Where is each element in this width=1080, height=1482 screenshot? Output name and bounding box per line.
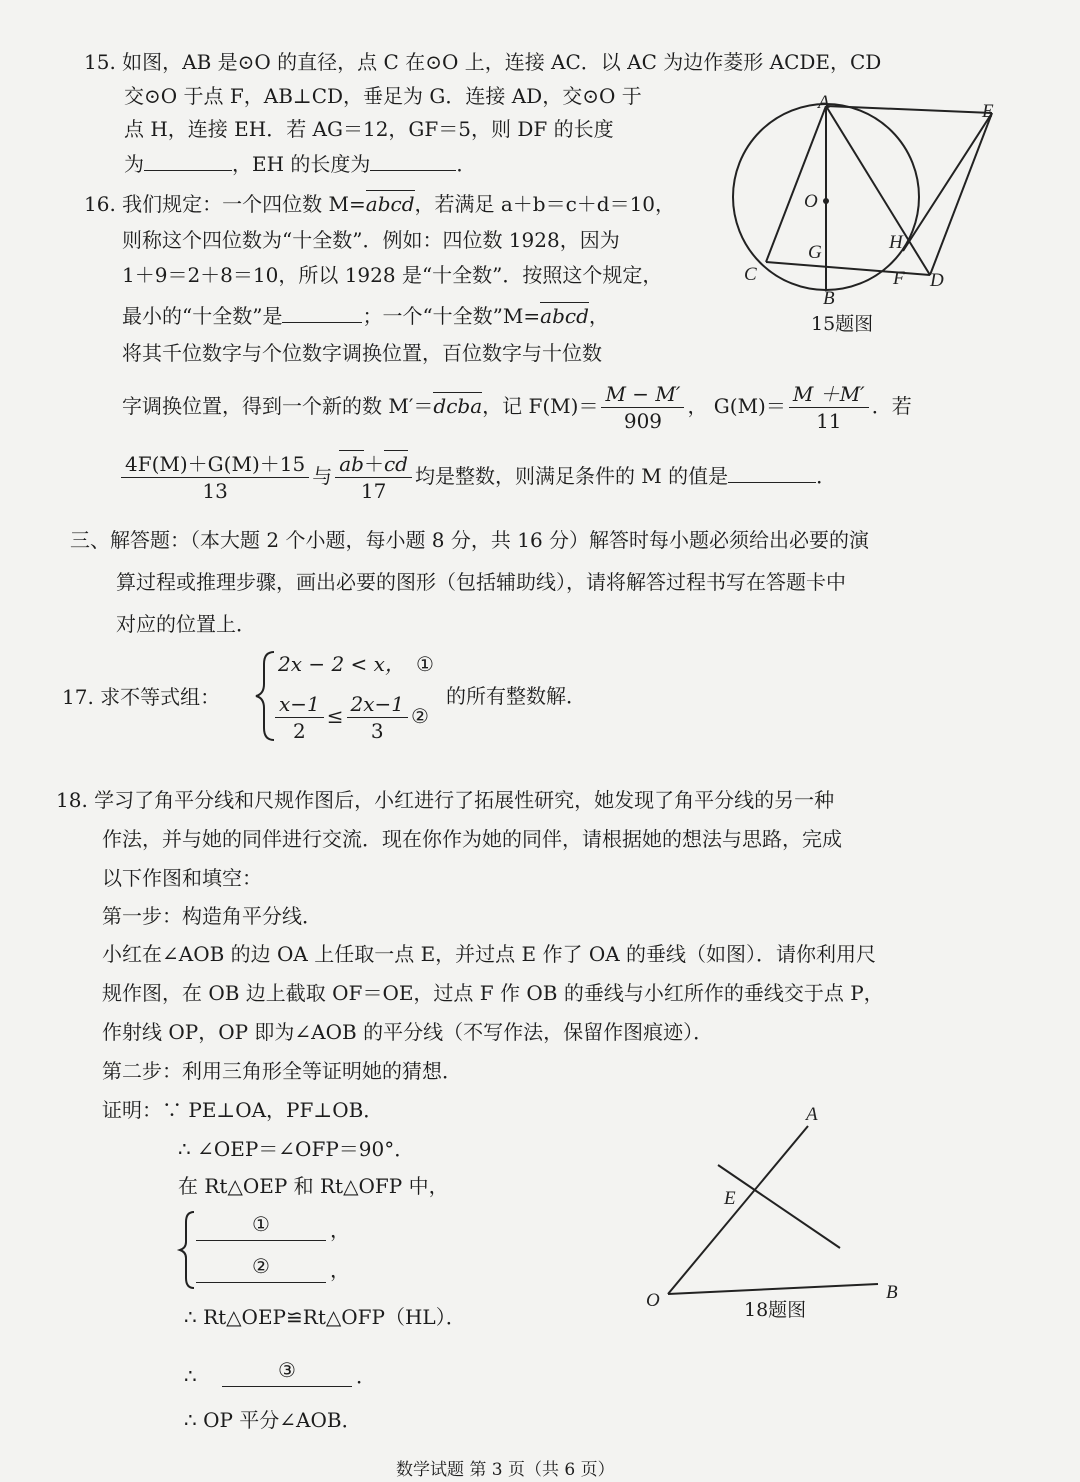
q17-frac-2-den: 3 [370, 719, 384, 743]
q15-line2: 交⊙O 于点 F，AB⊥CD，垂足为 G．连接 AD，交⊙O 于 [124, 84, 642, 108]
q18-line2: 作法，并与她的同伴进行交流．现在你作为她的同伴，请根据她的想法与思路，完成 [102, 827, 842, 851]
q18-proof-line2: ∴ ∠OEP＝∠OFP＝90°． [178, 1137, 415, 1161]
q15-label-e: E [982, 101, 994, 122]
q18-blank-1-comma: ， [330, 1218, 350, 1242]
q16-overline-abcd-2: abcd [540, 304, 589, 328]
q16-line4-mid: ；一个“十全数”M= [362, 304, 541, 328]
q16-with: 与 [312, 464, 333, 488]
q18-line1: 18. 学习了角平分线和尺规作图后，小红进行了拓展性研究，她发现了角平分线的另一种 [56, 788, 835, 812]
q18-ray-oa [668, 1126, 808, 1294]
q16-line1-pre: 16. 我们规定：一个四位数 M= [84, 192, 366, 216]
q16-line5: 将其千位数字与个位数字调换位置，百位数字与十位数 [122, 341, 602, 365]
q18-proof-line1: 证明：∵ PE⊥OA，PF⊥OB． [102, 1098, 384, 1122]
q16-line1-post: ，若满足 a＋b＝c＋d＝10， [414, 192, 676, 216]
q15-label-d: D [930, 270, 944, 291]
q18-step1: 第一步：构造角平分线． [102, 904, 322, 928]
q16-frac-1-num: 4F(M)＋G(M)＋15 [121, 451, 309, 478]
q18-p3: 作射线 OP，OP 即为∠AOB 的平分线（不写作法，保留作图痕迹）． [102, 1020, 714, 1044]
q16-line7-end: ． [816, 464, 837, 488]
q15-label-h: H [889, 232, 903, 253]
q18-blank-3-marker: ③ [278, 1358, 296, 1382]
q15-label-a: A [818, 92, 830, 113]
q16-frac-f-den: 909 [623, 409, 663, 433]
q18-step2: 第二步：利用三角形全等证明她的猜想． [102, 1059, 462, 1083]
q18-therefore: ∴ [184, 1364, 197, 1388]
q16-line6-pre: 字调换位置，得到一个新的数 M′＝ [122, 394, 434, 418]
q18-p1: 小红在∠AOB 的边 OA 上任取一点 E，并过点 E 作了 OA 的垂线（如图）．请你利用尺 [102, 942, 877, 966]
q16-line7-post: 均是整数，则满足条件的 M 的值是 [414, 464, 729, 488]
q17-leq: ≤ [326, 704, 344, 728]
q16-line6-mid: ，记 F(M)＝ [482, 394, 599, 418]
q18-perpendicular-e [718, 1165, 840, 1248]
q16-line6-post: ．若 [871, 394, 912, 418]
q16-overline-dcba: dcba [433, 394, 483, 418]
q16-overline-ab: ab [339, 452, 364, 476]
q18-label-e: E [724, 1188, 736, 1209]
q15-label-f: F [893, 268, 905, 289]
q16-line4-post: ， [588, 304, 609, 328]
q18-blank-2-comma: ， [330, 1258, 350, 1282]
q15-line4-pre: 为 [124, 152, 144, 176]
q17-ineq1: 2x − 2 < x， [278, 652, 405, 676]
section3-line2: 算过程或推理步骤，画出必要的图形（包括辅助线），请将解答过程书写在答题卡中 [116, 570, 846, 594]
q16-line4-pre: 最小的“十全数”是 [122, 304, 283, 328]
q18-proof-line4: ∴ Rt△OEP≌Rt△OFP（HL）． [184, 1305, 466, 1329]
q15-label-o: O [804, 191, 818, 212]
q16-frac-2-den: 17 [360, 479, 387, 503]
q16-frac-f-num: M − M′ [601, 381, 684, 408]
q17-label: 17. 求不等式组： [62, 685, 221, 709]
q18-line3: 以下作图和填空： [102, 866, 262, 890]
q16-frac-g-num: M ＋M′ [789, 381, 869, 408]
section3-line1: 三、解答题：（本大题 2 个小题，每小题 8 分，共 16 分）解答时每小题必须给出必要的演 [70, 528, 870, 552]
q18-label-b: B [886, 1282, 898, 1303]
q17-frac-2-num: 2x−1 [347, 691, 409, 718]
q16-overline-abcd: abcd [365, 192, 415, 216]
q18-proof-line6: ∴ OP 平分∠AOB． [184, 1408, 362, 1432]
q18-blank-2-marker: ② [252, 1254, 270, 1278]
q16-frac-g-den: 11 [816, 409, 842, 433]
q15-line1: 15. 如图，AB 是⊙O 的直径，点 C 在⊙O 上，连接 AC．以 AC 为边作菱形 ACDE，CD [84, 50, 882, 74]
q17-circ1: ① [416, 652, 434, 676]
section3-line3: 对应的位置上． [116, 612, 256, 636]
q17-frac-1-den: 2 [293, 719, 306, 743]
q15-label-g: G [808, 242, 822, 263]
q18-label-a: A [806, 1104, 818, 1125]
q15-line4-mid: ，EH 的长度为 [232, 152, 371, 176]
q16-g-pre: ， G(M)＝ [687, 394, 786, 418]
q15-label-c: C [744, 264, 757, 285]
q18-ray-ob [668, 1284, 878, 1294]
q18-blank-3-period: ． [356, 1364, 376, 1388]
q15-line4-end: ． [456, 152, 477, 176]
q15-figure-caption: 15题图 [811, 313, 874, 335]
q18-label-o: O [646, 1290, 660, 1311]
q17-frac-1-num: x−1 [275, 691, 324, 718]
q18-figure-caption: 18题图 [744, 1299, 807, 1321]
q16-frac-1-den: 13 [202, 479, 228, 503]
q16-line2: 则称这个四位数为“十全数”．例如：四位数 1928，因为 [122, 228, 620, 252]
q16-line3: 1＋9＝2＋8＝10，所以 1928 是“十全数”．按照这个规定， [122, 263, 663, 287]
q15-label-b: B [823, 288, 835, 309]
q15-line3: 点 H，连接 EH．若 AG＝12，GF＝5，则 DF 的长度 [124, 117, 614, 141]
q17-tail: 的所有整数解． [446, 684, 586, 708]
q18-proof-line3: 在 Rt△OEP 和 Rt△OFP 中， [178, 1174, 449, 1198]
page-footer: 数学试题 第 3 页（共 6 页） [396, 1460, 615, 1480]
q16-overline-cd: cd [383, 452, 408, 476]
q16-plus: ＋ [363, 452, 384, 476]
q17-circ2: ② [411, 704, 429, 728]
q18-blank-1-marker: ① [252, 1212, 270, 1236]
q18-p2: 规作图，在 OB 边上截取 OF＝OE，过点 F 作 OB 的垂线与小红所作的垂线交于点 P， [102, 981, 884, 1005]
